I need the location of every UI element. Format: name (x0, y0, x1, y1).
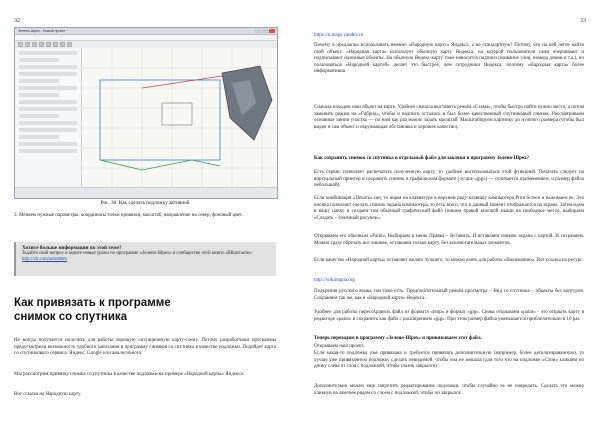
paragraph: Если какая-то подложка уже привязана и требуется привязать дополнительную (например, более детализированную), то лучше уже привязанную подложку сделать невидимой, чтобы она не мешала (для того что на подложке «Слои» кликаем по днику слева от слоя с подложкой, чтобы глазик закрылся). (314, 351, 584, 370)
page-number: 33 (580, 18, 586, 24)
paragraph: Мы рассмотрим привязку снимка со спутника в качестве подложки на примере «Народной карты» Яндекса. (14, 372, 245, 377)
window-title: Зелено-Шрех - Новый проект (18, 29, 66, 33)
paragraph: Есть сервис позволяет распечатать полученную карту, то удобнее воспользоваться этой функцией. Печатать следует на виртуальный принтер и сохранить снимок в графическом формате (лучше «jpg») — отличается применением, и размер файла небольшой). (314, 170, 584, 189)
panel-row (19, 149, 77, 153)
map-canvas (82, 48, 277, 188)
paragraph: Почему я предлагаю использовать именно «Народную карту» Яндекса, а не стандартную? Потому, что на ней легче найти свой объект. «Народная карта» использует обычную карту Яндекса, на которой пользователи сами очерчивают и подписывают наземные объекты. На обычную Яндекс-карту тоже наносится подписи (название улиц, номера домов и т.д.), но пользоваться «Народной картой» делает это быстрее, чем сотрудники Яндекса, поэтому «Народная карта» более информативна. (314, 43, 584, 75)
paragraph: Открываем его обычным «Paint», Выбираем в меню Правка – Вставить. И вставляем снимок экрана с картой. И сохраняем. Можно сразу обрезать все лишнее, оставляем только карту, без вспомогательных элементов. (314, 234, 584, 246)
status-bar (15, 187, 277, 198)
paragraph: Не всегда получается получить для работы хорошую ситуационную карту-схему. Потому разработчики программы предусмотрели возможность удобного запихания в программу снимков со спутника в качестве подложки. Подойдет карта со спутникового сервиса: Яндекс, Google или аналогичного. (14, 338, 276, 357)
tool-icon (60, 42, 65, 47)
tool-icon (18, 42, 23, 47)
panel-row (19, 86, 77, 90)
window-controls (255, 29, 277, 33)
figure-caption: Рис. 30. Как сделать подложку активной (100, 200, 190, 206)
panel-row (19, 72, 77, 76)
panel-row (19, 65, 77, 69)
panel-row (19, 51, 77, 55)
panel-row (19, 142, 77, 146)
tool-icon (53, 42, 58, 47)
panel-row (19, 121, 77, 125)
info-box (14, 242, 276, 276)
right-page (300, 0, 600, 425)
page-number: 32 (14, 18, 20, 24)
tool-icon (67, 42, 72, 47)
panel-row (19, 114, 59, 118)
paragraph: Открываем наш проект. (314, 344, 365, 349)
paragraph: Сначала находим наш объект на карте. Удобнее сначала выставить режим «Схема», чтобы быстро найти нужно место, а потом заменить режим на «Гибрид», чтобы и надписи остались и был более качественный спутниковый снимок. Рассматриваем основные линии участка — по ним как раз можно задать масштаб. Масштабируем картинку до нужного размера (чтобы был виден и сам объект и окружающая обстановка и хорошее качество). (314, 105, 584, 130)
yandex-map-link[interactable]: https://n.maps.yandex.ru (314, 33, 364, 38)
paragraph: Дополнительно можно еще запретить редактирование подложки, чтобы случайно ее не повредить. Сделать это можно кликнув на замочек рядом со слоем с подложкой, чтобы он закрылся. (314, 384, 584, 396)
panel-row (19, 100, 77, 104)
layers-panel (15, 48, 82, 188)
tool-icon (25, 42, 30, 47)
map-drawing (82, 48, 277, 188)
info-box-text: Задайте свой вопрос и ищите новые уроки по программе «Зелено-Шрех» в сообществе этой книги «ВКонтакте»: (22, 251, 253, 256)
panel-row (19, 93, 59, 97)
paragraph: Если комбинация «Печать» нет, то ищем на клавиатуре в верхнем ряду клавишу компьютера Print Screen и нажимаем ее. Это кнопка позволяет сделать снимок экрана компьютера, то есть всего, что в данный момент отображается на экране. Затем идем в нашу папку и создаем там обычный графический файл (пишем правой кнопкой мыши на свободное место, выбираем «Создать – точечный рисунок». (314, 196, 584, 221)
paragraph: 3. Меняем нужные параметры: координаты точки привязки, масштаб, направление на север, фоновый цвет. (14, 213, 243, 218)
subheading: Как сохранить снимок со спутника в отдельный файл для закачки в программу Зелено-Шрех? (314, 156, 530, 161)
tool-icon (32, 42, 37, 47)
close-icon (269, 29, 275, 33)
panel-row (19, 79, 59, 83)
panel-row (19, 128, 77, 132)
info-box-link[interactable]: http://vk.com/zeleshem (22, 257, 67, 262)
paragraph: Вот ссылка на Народную карту. (14, 392, 82, 397)
heading-line-2: снимок со спутника (14, 311, 128, 323)
paragraph: Если качество «Народной карты» оставляет желать лучшего, то можно взять для работы «Викимапию». Вот ссылка на ресурс. (314, 258, 584, 263)
panel-row (19, 107, 77, 111)
panel-row (19, 58, 59, 62)
heading-line-1: Как привязать к программе (14, 297, 171, 309)
window-titlebar (15, 28, 277, 35)
tool-icon (39, 42, 44, 47)
info-box-title: Хотите больше информации по этой теме? (22, 245, 122, 251)
app-screenshot-figure (14, 27, 278, 199)
section-heading (14, 296, 276, 324)
subheading: Теперь переходим в программу «Зелено-Шрех» и привязываем этот файл. (314, 336, 482, 341)
panel-row (19, 135, 59, 139)
tool-icon (46, 42, 51, 47)
paragraph: Подкрепив русского языка там тоже есть. Предпочтительный режим просмотра – Вид со спутника – объекты без контуров. Сохраняем так же, как в «Народной карте» Яндекса. (314, 289, 584, 301)
minimize-icon (255, 29, 261, 33)
maximize-icon (262, 29, 268, 33)
paragraph: Удобнее для работы пересохранить файл из формата «bmp» в формат «jpg». Снова открываем «paint» - это открыть карту в редакторе «paint» и сохранить как файл с расширением «jpg». При этом размер файла уменьшается приблизительно в 10 раз. (314, 310, 584, 322)
wikimapia-link[interactable]: http://wikimapia.org (314, 278, 355, 283)
